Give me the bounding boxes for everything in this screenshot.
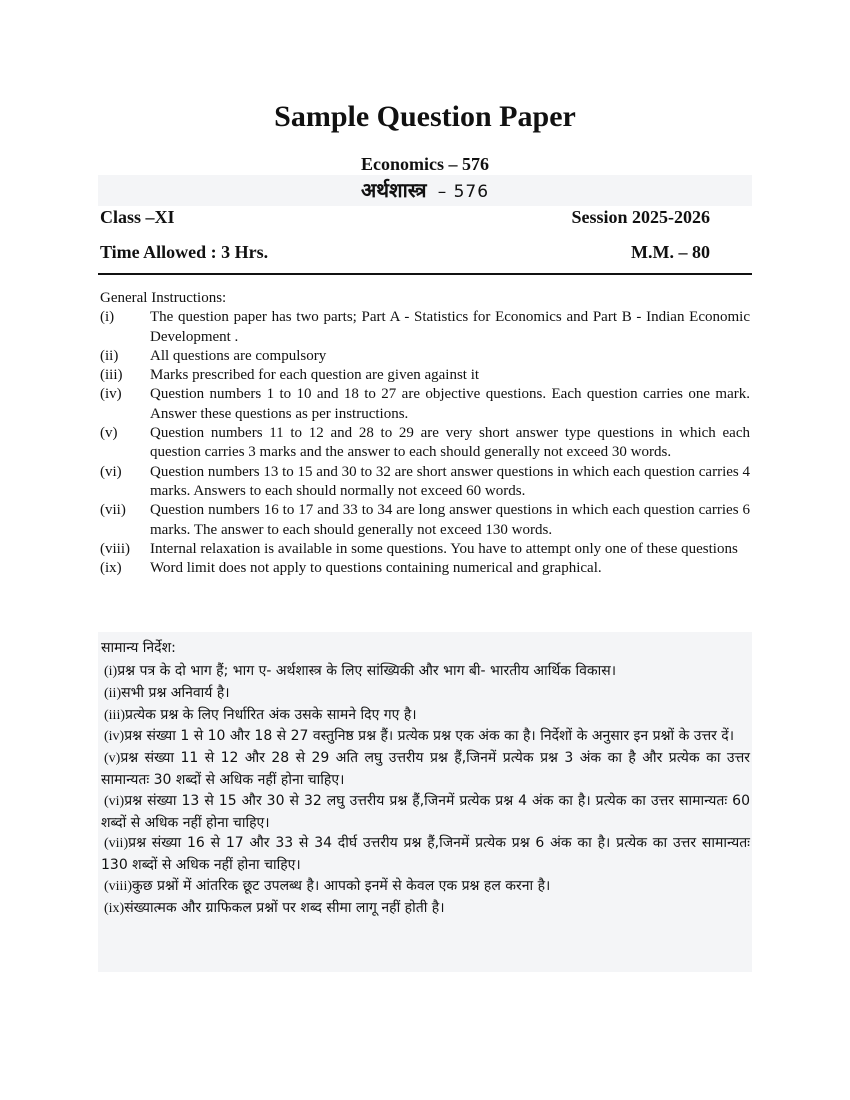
time-allowed: Time Allowed : 3 Hrs. bbox=[100, 242, 269, 262]
paper-title: Sample Question Paper bbox=[274, 100, 576, 133]
instruction-text: Question numbers 16 to 17 and 33 to 34 are long answer questions in which each question carries 6 marks. The answer to each should generally not exceed 130 words. bbox=[150, 502, 750, 538]
hindi-instruction-item bbox=[101, 791, 750, 834]
instruction-item bbox=[100, 559, 750, 578]
instruction-item bbox=[100, 385, 750, 424]
hindi-subject-code: – 576 bbox=[437, 182, 490, 202]
instruction-text: Question numbers 13 to 15 and 30 to 32 are short answer questions in which each question carries 4 marks. Answers to each should normally not exceed 60 words. bbox=[150, 463, 750, 499]
hindi-instructions bbox=[98, 632, 752, 972]
instruction-item bbox=[100, 308, 750, 347]
instruction-number: (viii) bbox=[100, 540, 130, 557]
hindi-instruction-item bbox=[101, 876, 750, 898]
hindi-instruction-item bbox=[101, 726, 750, 748]
instruction-text: All questions are compulsory bbox=[150, 347, 327, 364]
instruction-number: (ii) bbox=[100, 347, 119, 364]
instruction-item bbox=[100, 424, 750, 463]
general-instructions bbox=[100, 289, 750, 578]
hindi-instruction-text: कुछ प्रश्नों में आंतरिक छूट उपलब्ध है। आपको इनमें से केवल एक प्रश्न हल करना है। bbox=[132, 877, 551, 894]
max-marks: M.M. – 80 bbox=[631, 242, 710, 262]
subject-code: Economics – 576 bbox=[361, 154, 489, 174]
instruction-text: Internal relaxation is available in some questions. You have to attempt only one of these questions bbox=[150, 540, 738, 557]
hindi-instruction-text: प्रश्न संख्या 11 से 12 और 28 से 29 अति लघु उत्तरीय प्रश्न हैं,जिनमें प्रत्येक प्रश्न 3 अंक का है और प्रत्येक का उत्तर सामान्यतः 30 शब्दों से अधिक नहीं होना चाहिए। bbox=[101, 750, 750, 788]
instruction-text: Marks prescribed for each question are given against it bbox=[150, 367, 480, 384]
instruction-number: (iv) bbox=[100, 386, 122, 403]
instruction-item bbox=[100, 540, 750, 559]
class-label: Class –XI bbox=[100, 207, 175, 227]
hindi-instruction-text: प्रश्न संख्या 1 से 10 और 18 से 27 वस्तुनिष्ठ प्रश्न हैं। प्रत्येक प्रश्न एक अंक का है। निर्देशों के अनुसार इन प्रश्नों के उत्तर दें। bbox=[124, 728, 735, 745]
hindi-instruction-number: (i) bbox=[104, 664, 118, 679]
instruction-number: (v) bbox=[100, 425, 118, 442]
instruction-number: (vii) bbox=[100, 502, 126, 519]
hindi-instruction-number: (ix) bbox=[104, 900, 125, 916]
instruction-text: The question paper has two parts; Part A - Statistics for Economics and Part B - Indian Economic Development . bbox=[150, 309, 750, 345]
instruction-text: Question numbers 11 to 12 and 28 to 29 are very short answer type questions in which each question carries 3 marks and the answer to each should generally not exceed 30 words. bbox=[150, 425, 750, 461]
instruction-item bbox=[100, 463, 750, 502]
hindi-subject-banner bbox=[98, 175, 752, 206]
hindi-instruction-item bbox=[101, 705, 750, 727]
session-label: Session 2025-2026 bbox=[571, 207, 710, 227]
hindi-instruction-text: प्रश्न पत्र के दो भाग हैं; भाग ए- अर्थशास्त्र के लिए सांख्यिकी और भाग बी- भारतीय आर्थिक विकास। bbox=[117, 663, 617, 679]
hindi-instruction-item bbox=[101, 748, 750, 791]
hindi-instruction-item bbox=[101, 683, 750, 705]
instruction-number: (iii) bbox=[100, 367, 123, 384]
hindi-instruction-text: प्रश्न संख्या 13 से 15 और 30 से 32 लघु उत्तरीय प्रश्न हैं,जिनमें प्रत्येक प्रश्न 4 अंक का है। प्रत्येक का उत्तर सामान्यतः 60 शब्दों से अधिक नहीं होना चाहिए। bbox=[101, 792, 750, 831]
instruction-number: (vi) bbox=[100, 463, 122, 480]
hindi-instruction-number: (viii) bbox=[104, 878, 132, 894]
hindi-instruction-item bbox=[101, 898, 750, 920]
instruction-number: (i) bbox=[100, 309, 115, 326]
hindi-instructions-heading: सामान्य निर्देश: bbox=[101, 640, 176, 656]
hindi-instructions-list bbox=[101, 661, 750, 920]
hindi-instruction-number: (vii) bbox=[104, 836, 129, 852]
instruction-text: Word limit does not apply to questions containing numerical and graphical. bbox=[150, 560, 602, 577]
hindi-instruction-item bbox=[101, 833, 750, 876]
instruction-item bbox=[100, 347, 750, 366]
hindi-instruction-number: (ii) bbox=[104, 685, 122, 701]
hindi-subject-name: अर्थशास्त्र bbox=[360, 178, 427, 202]
hindi-instruction-number: (iii) bbox=[104, 707, 125, 723]
instruction-item bbox=[100, 366, 750, 385]
hindi-instruction-text: प्रश्न संख्या 16 से 17 और 33 से 34 दीर्घ उत्तरीय प्रश्न हैं,जिनमें प्रत्येक प्रश्न 6 अंक का है। प्रत्येक का उत्तर सामान्यतः 130 शब्दों से अधिक नहीं होना चाहिए। bbox=[101, 835, 750, 874]
header-divider bbox=[98, 273, 752, 275]
general-instructions-list bbox=[100, 308, 750, 578]
general-instructions-heading: General Instructions: bbox=[100, 290, 227, 306]
hindi-instruction-number: (v) bbox=[104, 751, 121, 767]
hindi-instruction-text: सभी प्रश्न अनिवार्य है। bbox=[121, 684, 230, 701]
hindi-instruction-text: संख्यात्मक और ग्राफिकल प्रश्नों पर शब्द सीमा लागू नहीं होती है। bbox=[124, 899, 445, 916]
instruction-text: Question numbers 1 to 10 and 18 to 27 are objective questions. Each question carries one mark. Answer these questions as per instructions. bbox=[150, 386, 750, 422]
instruction-number: (ix) bbox=[100, 560, 122, 577]
instruction-item bbox=[100, 501, 750, 540]
hindi-instruction-text: प्रत्येक प्रश्न के लिए निर्धारित अंक उसके सामने दिए गए है। bbox=[125, 706, 417, 723]
hindi-instruction-item bbox=[101, 661, 750, 683]
hindi-instruction-number: (vi) bbox=[104, 793, 125, 809]
hindi-instruction-number: (iv) bbox=[104, 729, 125, 745]
